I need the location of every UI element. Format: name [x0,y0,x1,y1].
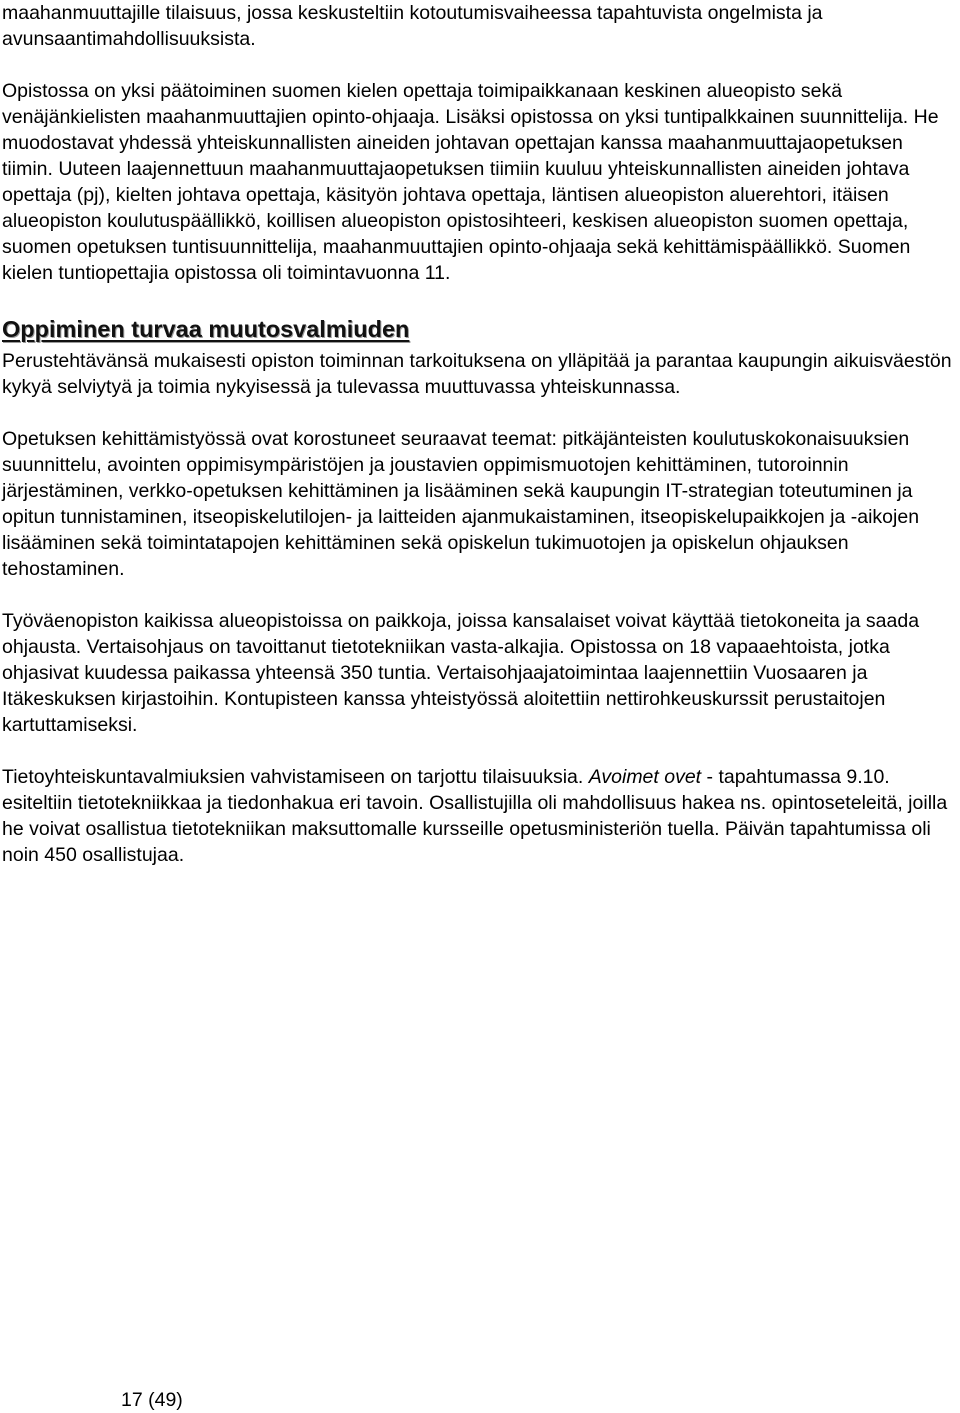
paragraph-staff: Opistossa on yksi päätoiminen suomen kielen opettaja toimipaikkanaan keskinen alueopisto sekä venäjänkielisten maahanmuuttajien opinto-ohjaaja. Lisäksi opistossa on yksi tuntipalkkainen suunnittelija. He muodostavat yhdessä yhteiskunnallisten aineiden johtavan opettajan kanssa maahanmuuttajaopetuksen tiimin. Uuteen laajennettuun maahanmuuttajaopetuksen tiimiin kuuluu yhteiskunnallisten aineiden johtava opettaja (pj), kielten johtava opettaja, käsityön johtava opettaja, läntisen alueopiston aluerehtori, itäisen alueopiston koulutuspäällikkö, koillisen alueopiston opistosihteeri, keskisen alueopiston suomen opettaja, suomen opetuksen tuntisuunnittelija, maahanmuuttajien opinto-ohjaaja sekä kehittämispäällikkö. Suomen kielen tuntiopettajia opistossa oli toimintavuonna 11. [2,80,939,284]
page-number: 17 (49) [121,1389,183,1411]
open-doors-event-name: Avoimet ovet [588,766,702,788]
document-body [2,0,958,868]
open-doors-text-after: - tapahtumassa 9.10. esiteltiin tietotekniikkaa ja tiedonhakua eri tavoin. Osallistujilla oli mahdollisuus hakea ns. opintoseteleitä, joilla he voivat osallistua tietotekniikan maksuttomalle kursseille opetusministeriön tuella. Päivän tapahtumissa oli noin 450 osallistujaa. [2,766,948,866]
paragraph-intro: maahanmuuttajille tilaisuus, jossa keskusteltiin kotoutumisvaiheessa tapahtuvista ongelmista ja avunsaantimahdollisuuksista. [2,2,823,50]
section-heading: Oppiminen turvaa muutosvalmiuden [2,316,410,342]
paragraph-computers: Työväenopiston kaikissa alueopistoissa on paikkoja, joissa kansalaiset voivat käyttää tietokoneita ja saada ohjausta. Vertaisohjaus on tavoittanut tietotekniikan vasta-alkajia. Opistossa on 18 vapaaehtoista, jotka ohjasivat kuudessa paikassa yhteensä 350 tuntia. Vertaisohjaajatoimintaa laajennettiin Vuosaaren ja Itäkeskuksen kirjastoihin. Kontupisteen kanssa yhteistyössä aloitettiin nettirohkeuskurssit perustaitojen kartuttamiseksi. [2,610,920,736]
paragraph-themes: Opetuksen kehittämistyössä ovat korostuneet seuraavat teemat: pitkäjänteisten koulutuskokonaisuuksien suunnittelu, avointen oppimisympäristöjen ja joustavien oppimismuotojen kehittäminen, tutoroinnin järjestäminen, verkko-opetuksen kehittäminen ja lisääminen sekä kaupungin IT-strategian toteutuminen ja opitun tunnistaminen, itseopiskelutilojen- ja laitteiden ajanmukaistaminen, itseopiskelupaikkojen ja -aikojen lisääminen sekä toimintatapojen kehittäminen sekä opiskelun tukimuotojen ja opiskelun ohjauksen tehostaminen. [2,428,920,580]
open-doors-text-before: Tietoyhteiskuntavalmiuksien vahvistamiseen on tarjottu tilaisuuksia. [2,766,589,788]
paragraph-mission: Perustehtävänsä mukaisesti opiston toiminnan tarkoituksena on ylläpitää ja parantaa kaupungin aikuisväestön kykyä selviytyä ja toimia nykyisessä ja tulevassa muuttuvassa yhteiskunnassa. [2,350,952,398]
paragraph-open-doors [2,764,958,868]
